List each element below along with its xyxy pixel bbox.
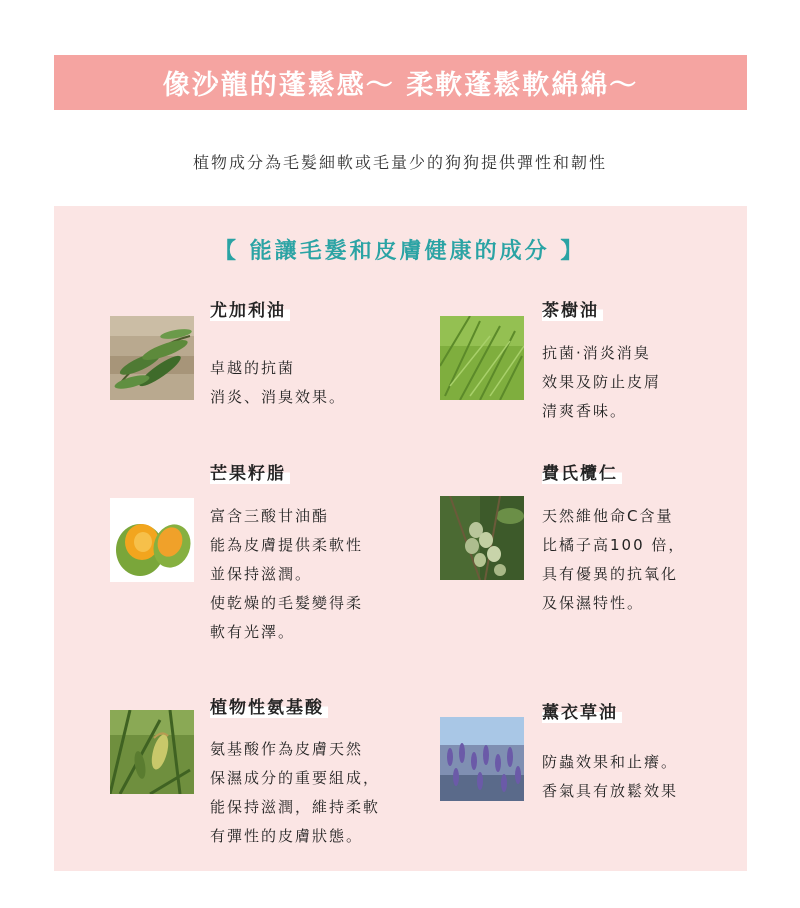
ingredient-desc bbox=[210, 735, 380, 851]
desc-line: 保濕成分的重要組成， bbox=[210, 769, 381, 787]
ingredient-desc bbox=[542, 748, 678, 806]
subtitle: 植物成分為毛髮細軟或毛量少的狗狗提供彈性和韌性 bbox=[192, 153, 607, 172]
ingredient-name: 費氏欖仁 bbox=[542, 459, 622, 484]
ingredient-desc bbox=[210, 502, 363, 647]
banner-title: 像沙龍的蓬鬆感～ 柔軟蓬鬆軟綿綿～ bbox=[162, 70, 639, 101]
header-banner bbox=[54, 55, 747, 110]
ingredient-name: 芒果籽脂 bbox=[210, 459, 290, 484]
desc-line: 清爽香味。 bbox=[542, 402, 628, 420]
ingredient-name: 尤加利油 bbox=[210, 296, 290, 321]
ingredient-desc bbox=[542, 339, 661, 426]
desc-line: 氨基酸作為皮膚天然 bbox=[210, 740, 364, 758]
desc-line: 比橘子高100 倍， bbox=[542, 536, 686, 554]
corn-image bbox=[110, 710, 194, 794]
desc-line: 使乾燥的毛髮變得柔 bbox=[210, 594, 364, 612]
lavender-image bbox=[440, 717, 524, 801]
desc-line: 軟有光澤。 bbox=[210, 623, 296, 641]
desc-line: 及保濕特性。 bbox=[542, 594, 645, 612]
ingredients-panel bbox=[54, 206, 747, 871]
tea-tree-image bbox=[440, 316, 524, 400]
ingredient-name: 植物性氨基酸 bbox=[210, 693, 328, 718]
desc-line: 香氣具有放鬆效果 bbox=[542, 782, 679, 800]
desc-line: 天然維他命C含量 bbox=[542, 507, 674, 525]
desc-line: 能為皮膚提供柔軟性 bbox=[210, 536, 364, 554]
eucalyptus-image bbox=[110, 316, 194, 400]
mango-image bbox=[110, 498, 194, 582]
kakadu-plum-image bbox=[440, 496, 524, 580]
desc-line: 具有優異的抗氧化 bbox=[542, 565, 679, 583]
ingredient-name: 薰衣草油 bbox=[542, 698, 622, 723]
desc-line: 防蟲效果和止癢。 bbox=[542, 753, 679, 771]
section-title: 【 能讓毛髮和皮膚健康的成分 】 bbox=[214, 239, 586, 264]
desc-line: 能保持滋潤，維持柔軟 bbox=[210, 798, 381, 816]
ingredient-desc bbox=[210, 354, 346, 412]
desc-line: 有彈性的皮膚狀態。 bbox=[210, 827, 364, 845]
desc-line: 富含三酸甘油酯 bbox=[210, 507, 330, 525]
desc-line: 卓越的抗菌 bbox=[210, 359, 296, 377]
desc-line: 效果及防止皮屑 bbox=[542, 373, 662, 391]
ingredient-name: 茶樹油 bbox=[542, 296, 603, 321]
desc-line: 消炎、消臭效果。 bbox=[210, 388, 347, 406]
desc-line: 並保持滋潤。 bbox=[210, 565, 313, 583]
desc-line: 抗菌·消炎消臭 bbox=[542, 344, 651, 362]
ingredient-desc bbox=[542, 502, 685, 618]
